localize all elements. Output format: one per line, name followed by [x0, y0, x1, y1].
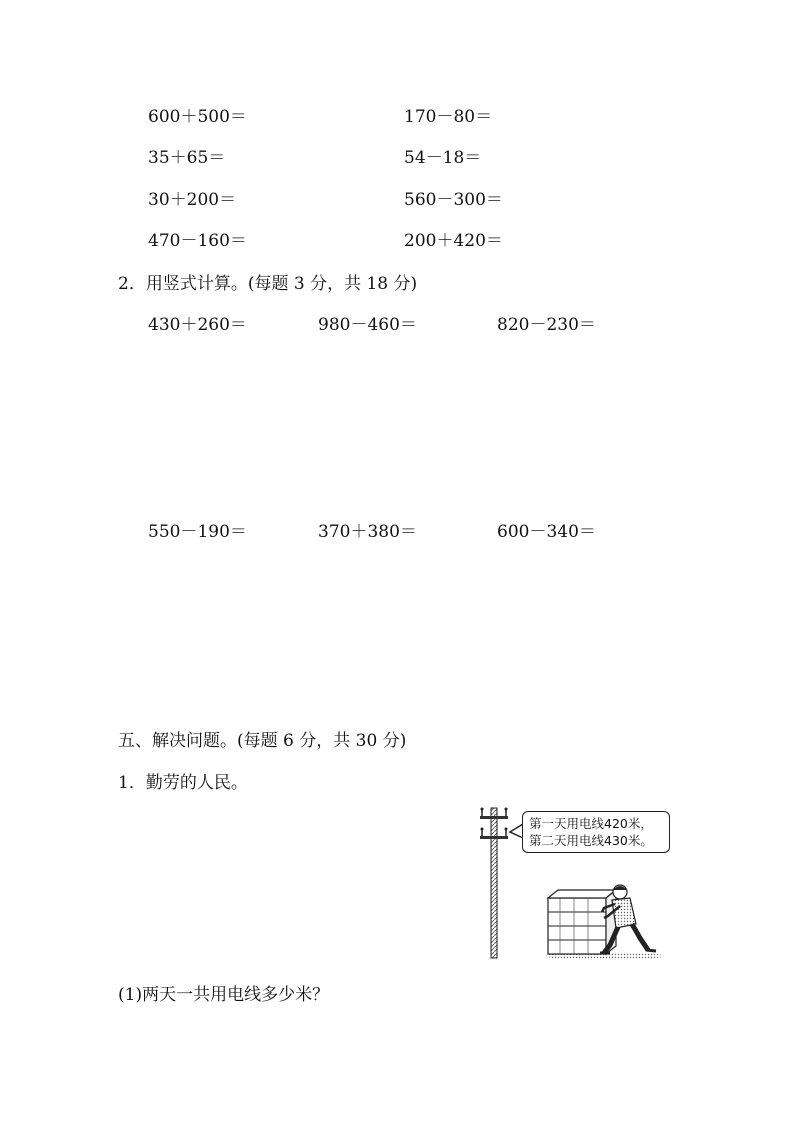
vertical-calc-item: 820－230＝: [497, 315, 596, 335]
vertical-calc-item: 980－460＝: [318, 315, 417, 335]
calc-item: 560－300＝: [404, 190, 503, 210]
question: (1)两天一共用电线多少米？: [118, 985, 330, 1005]
section-heading: 五、解决问题。(每题 6 分，共 30 分): [118, 731, 407, 751]
vertical-calc-item: 550－190＝: [148, 522, 247, 542]
speech-line: 第二天用电线430米。: [529, 833, 653, 848]
problem-title: 1．勤劳的人民。: [118, 773, 248, 793]
vertical-calc-item: 600－340＝: [497, 522, 596, 542]
speech-bubble: [522, 811, 670, 853]
calc-item: 30＋200＝: [148, 190, 237, 210]
calc-item: 54－18＝: [404, 148, 482, 168]
vertical-calc-item: 430＋260＝: [148, 315, 247, 335]
calc-item: 170－80＝: [404, 107, 493, 127]
calc-item: 600＋500＝: [148, 107, 247, 127]
calc-item: 35＋65＝: [148, 148, 226, 168]
calc-item: 200＋420＝: [404, 231, 503, 251]
speech-line: 第一天用电线420米，: [529, 816, 653, 831]
exercise-heading: 2．用竖式计算。(每题 3 分，共 18 分): [118, 274, 418, 294]
vertical-calc-item: 370＋380＝: [318, 522, 417, 542]
calc-item: 470－160＝: [148, 231, 247, 251]
